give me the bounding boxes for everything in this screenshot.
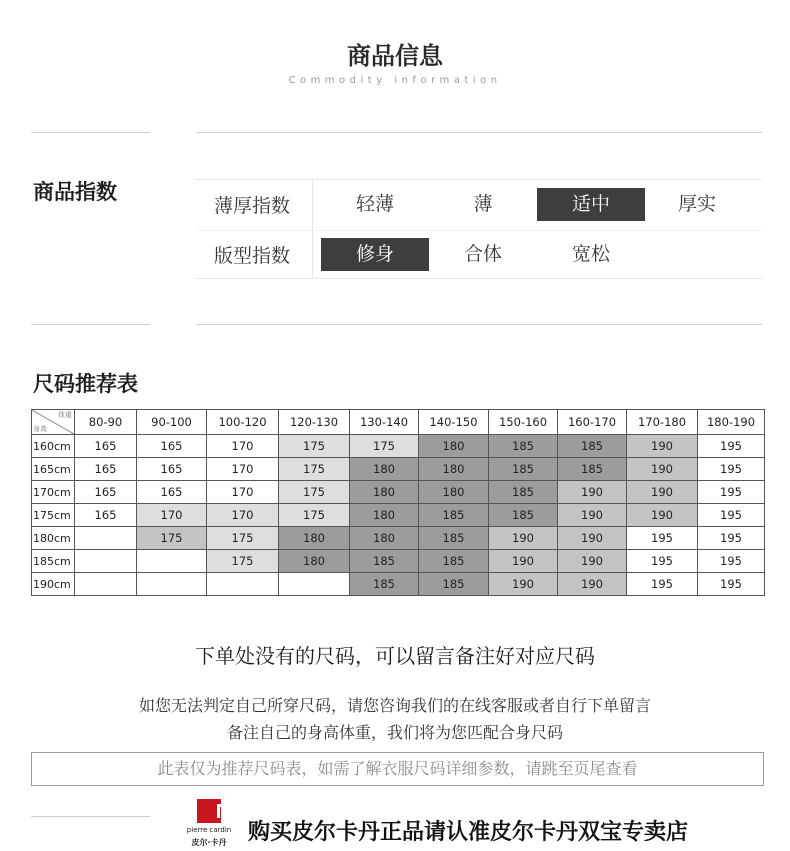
- fit-option-regular: 合体: [463, 243, 502, 265]
- size-cell: 185: [419, 527, 489, 550]
- size-cell: 185: [350, 550, 419, 573]
- size-cell: 175: [207, 527, 279, 550]
- column-header: 170-180: [627, 410, 698, 435]
- column-header: 90-100: [137, 410, 207, 435]
- size-cell: [75, 527, 137, 550]
- size-cell: 165: [75, 504, 137, 527]
- size-cell: 185: [489, 504, 558, 527]
- size-cell: 165: [137, 481, 207, 504]
- size-cell: 170: [207, 435, 279, 458]
- size-cell: 170: [207, 458, 279, 481]
- size-cell: 195: [698, 504, 765, 527]
- size-note-boxed: 此表仅为推荐尺码表，如需了解衣服尺码详细参数，请跳至页尾查看: [31, 752, 764, 786]
- column-header: 100-120: [207, 410, 279, 435]
- size-cell: [207, 573, 279, 596]
- column-header: 180-190: [698, 410, 765, 435]
- size-cell: 180: [279, 527, 350, 550]
- size-chart-heading: 尺码推荐表: [33, 372, 138, 396]
- row-height-label: 175cm: [32, 504, 75, 527]
- size-cell: 180: [279, 550, 350, 573]
- size-cell: [137, 550, 207, 573]
- size-cell: 175: [350, 435, 419, 458]
- column-header: 80-90: [75, 410, 137, 435]
- size-cell: 190: [627, 504, 698, 527]
- size-cell: 185: [558, 458, 627, 481]
- page-title: 商品信息: [347, 42, 443, 70]
- row-height-label: 190cm: [32, 573, 75, 596]
- corner-height-label: 身高: [33, 425, 47, 433]
- thickness-option-thick: 厚实: [677, 193, 716, 215]
- divider-left-2: [31, 324, 150, 325]
- size-cell: 170: [137, 504, 207, 527]
- divider-right-2: [196, 324, 762, 325]
- logo-mark: [197, 799, 221, 823]
- fit-option-slim: 修身: [321, 238, 429, 271]
- column-header: 140-150: [419, 410, 489, 435]
- column-header: 160-170: [558, 410, 627, 435]
- size-cell: 195: [698, 435, 765, 458]
- size-cell: 190: [558, 573, 627, 596]
- index-divider: [312, 180, 313, 278]
- size-cell: 180: [419, 435, 489, 458]
- size-cell: 180: [350, 481, 419, 504]
- logo-p-shape: [217, 804, 229, 818]
- divider-right-1: [196, 132, 762, 133]
- size-chart-row: [32, 527, 765, 550]
- size-cell: 165: [75, 458, 137, 481]
- size-cell: [75, 573, 137, 596]
- size-cell: 195: [698, 481, 765, 504]
- size-chart-row: [32, 550, 765, 573]
- row-height-label: 170cm: [32, 481, 75, 504]
- size-cell: 190: [627, 458, 698, 481]
- size-cell: 180: [350, 527, 419, 550]
- column-header: 120-130: [279, 410, 350, 435]
- brand-slogan: 购买皮尔卡丹正品请认准皮尔卡丹双宝专卖店: [248, 820, 689, 845]
- size-chart-header-row: [32, 410, 765, 435]
- size-cell: 175: [207, 550, 279, 573]
- fit-option-loose: 宽松: [571, 243, 610, 265]
- size-cell: [75, 550, 137, 573]
- size-cell: 190: [558, 504, 627, 527]
- size-cell: 190: [489, 573, 558, 596]
- column-header: 130-140: [350, 410, 419, 435]
- size-cell: 175: [279, 504, 350, 527]
- fit-label: 版型指数: [214, 245, 291, 267]
- size-cell: 190: [489, 527, 558, 550]
- size-cell: 175: [137, 527, 207, 550]
- size-cell: 180: [350, 504, 419, 527]
- size-cell: 185: [489, 481, 558, 504]
- size-cell: 190: [627, 435, 698, 458]
- size-chart-row: [32, 481, 765, 504]
- page-subtitle: Commodity information: [288, 75, 502, 86]
- size-cell: 170: [207, 504, 279, 527]
- logo-text-latin: pierre cardin: [186, 826, 232, 834]
- size-cell: 165: [75, 481, 137, 504]
- thickness-option-medium: 适中: [537, 188, 645, 221]
- size-cell: 185: [419, 550, 489, 573]
- size-chart-row: [32, 504, 765, 527]
- size-cell: 175: [279, 435, 350, 458]
- size-cell: 170: [207, 481, 279, 504]
- size-cell: 165: [137, 435, 207, 458]
- table-corner: [32, 410, 75, 435]
- size-cell: 175: [279, 481, 350, 504]
- size-chart-row: [32, 458, 765, 481]
- thickness-label: 薄厚指数: [214, 195, 291, 217]
- size-chart-row: [32, 435, 765, 458]
- size-cell: 175: [279, 458, 350, 481]
- size-cell: 180: [419, 481, 489, 504]
- brand-logo: [183, 799, 235, 851]
- size-cell: 195: [627, 527, 698, 550]
- size-chart-body: [32, 435, 765, 596]
- size-cell: 185: [558, 435, 627, 458]
- thickness-option-light: 轻薄: [355, 193, 394, 215]
- size-cell: 185: [489, 435, 558, 458]
- size-cell: 180: [350, 458, 419, 481]
- row-height-label: 185cm: [32, 550, 75, 573]
- logo-text-chinese: 皮尔·卡丹: [191, 838, 227, 847]
- corner-weight-label: 体重: [58, 411, 72, 419]
- size-cell: 195: [627, 573, 698, 596]
- index-midline: [196, 230, 762, 231]
- size-cell: 185: [350, 573, 419, 596]
- size-cell: 195: [698, 527, 765, 550]
- size-cell: 190: [558, 527, 627, 550]
- size-cell: 195: [698, 550, 765, 573]
- size-cell: 185: [419, 573, 489, 596]
- size-cell: 165: [137, 458, 207, 481]
- size-cell: 195: [698, 458, 765, 481]
- size-note-line-1: 如您无法判定自己所穿尺码，请您咨询我们的在线客服或者自行下单留言: [138, 696, 651, 715]
- size-chart-row: [32, 573, 765, 596]
- size-cell: 190: [558, 550, 627, 573]
- size-cell: 185: [419, 504, 489, 527]
- product-index-table: [196, 179, 762, 279]
- size-cell: 165: [75, 435, 137, 458]
- size-note-heading: 下单处没有的尺码，可以留言备注好对应尺码: [195, 644, 595, 668]
- divider-left-1: [31, 132, 150, 133]
- row-height-label: 165cm: [32, 458, 75, 481]
- size-cell: [137, 573, 207, 596]
- row-height-label: 180cm: [32, 527, 75, 550]
- size-cell: [279, 573, 350, 596]
- size-cell: 190: [627, 481, 698, 504]
- column-header: 150-160: [489, 410, 558, 435]
- size-note-line-2: 备注自己的身高体重，我们将为您匹配合身尺码: [226, 723, 563, 742]
- row-height-label: 160cm: [32, 435, 75, 458]
- size-cell: 195: [698, 573, 765, 596]
- divider-left-3: [31, 816, 150, 817]
- size-cell: 195: [627, 550, 698, 573]
- size-cell: 180: [419, 458, 489, 481]
- size-chart-table: [31, 409, 765, 596]
- thickness-option-thin: 薄: [473, 193, 493, 215]
- size-cell: 185: [489, 458, 558, 481]
- size-cell: 190: [558, 481, 627, 504]
- size-cell: 190: [489, 550, 558, 573]
- product-index-heading: 商品指数: [33, 180, 117, 204]
